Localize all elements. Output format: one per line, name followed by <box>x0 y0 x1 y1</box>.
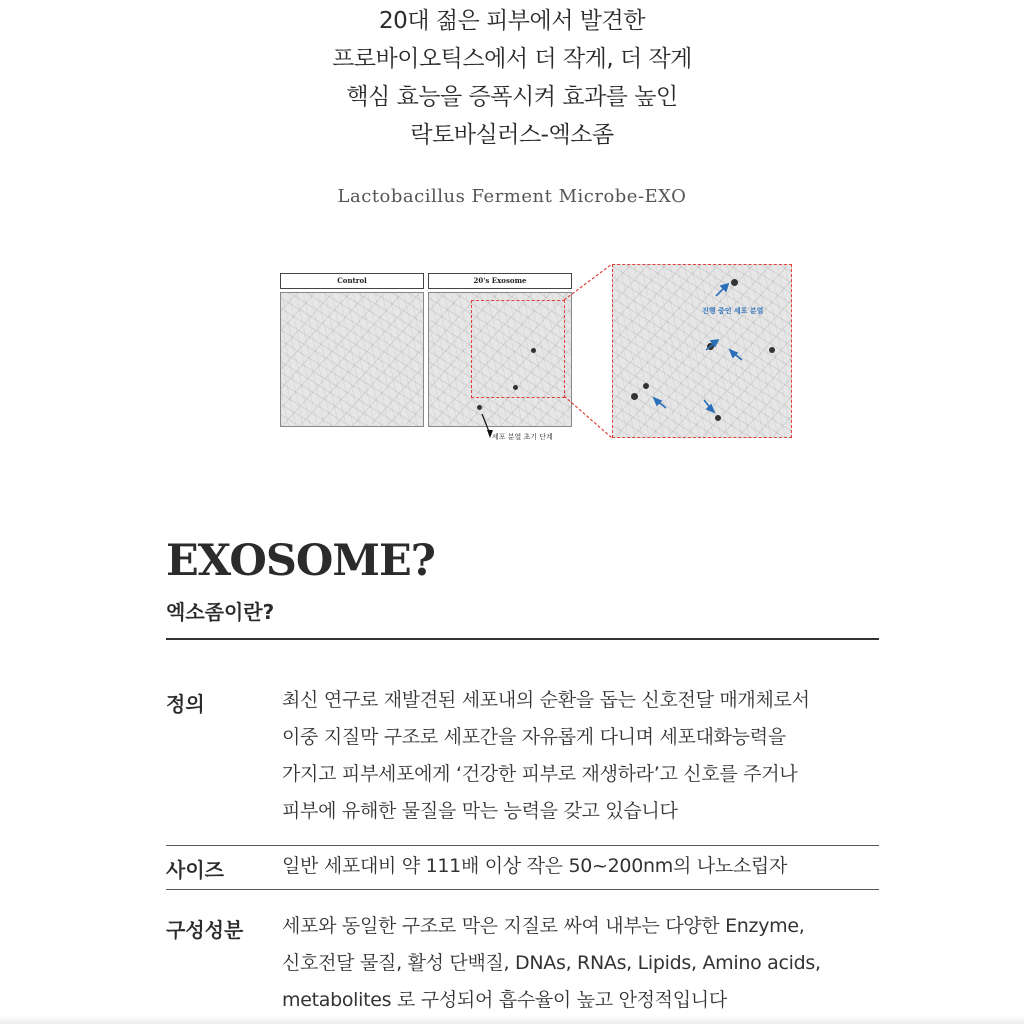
section-heading: EXOSOME? <box>166 536 435 586</box>
description-line: 신호전달 물질, 활성 단백질, DNAs, RNAs, Lipids, Amino acids, <box>282 952 821 974</box>
intro-line: 핵심 효능을 증폭시켜 효과를 높인 <box>346 84 678 110</box>
description-line: 피부에 유해한 물질을 막는 능력을 갖고 있습니다 <box>282 800 678 822</box>
term-size: 사이즈 <box>166 858 224 882</box>
intro-line: 20대 젊은 피부에서 발견한 <box>379 8 645 34</box>
description-line: 가지고 피부세포에게 ‘건강한 피부로 재생하라’고 신호를 주거나 <box>282 763 798 785</box>
ingredient-subtitle: Lactobacillus Ferment Microbe-EXO <box>337 186 687 207</box>
term-composition: 구성성분 <box>166 918 244 942</box>
size-description <box>282 848 787 885</box>
microscopy-figure <box>278 262 794 442</box>
control-label: Control <box>280 273 424 289</box>
intro-line: 프로바이오틱스에서 더 작게, 더 작게 <box>332 46 692 72</box>
description-line: metabolites 로 구성되어 흡수율이 높고 안정적입니다 <box>282 989 727 1011</box>
intro-text <box>0 2 1024 154</box>
description-line: 세포와 동일한 구조로 막은 지질로 싸여 내부는 다양한 Enzyme, <box>282 915 805 937</box>
section-subheading: 엑소좀이란? <box>166 600 275 624</box>
description-line: 일반 세포대비 약 111배 이상 작은 50~200nm의 나노소립자 <box>282 855 788 877</box>
definition-description <box>282 682 810 830</box>
description-line: 이중 지질막 구조로 세포간을 자유롭게 다니며 세포대화능력을 <box>282 726 786 748</box>
ongoing-division-note: 진행 중인 세포 분열 <box>702 307 764 315</box>
description-line: 최신 연구로 재발견된 세포내의 순환을 돕는 신호전달 매개체로서 <box>282 689 810 711</box>
division-arrows <box>278 262 794 442</box>
intro-line: 락토바실러스-엑소좀 <box>410 122 614 148</box>
section-divider <box>166 638 879 640</box>
composition-description <box>282 908 821 1019</box>
initial-division-note: 세포 분열 초기 단계 <box>492 433 553 441</box>
bottom-edge <box>0 1016 1024 1024</box>
row-divider <box>166 845 879 846</box>
exosome-label: 20's Exosome <box>428 273 572 289</box>
term-definition: 정의 <box>166 692 205 716</box>
row-divider <box>166 889 879 890</box>
